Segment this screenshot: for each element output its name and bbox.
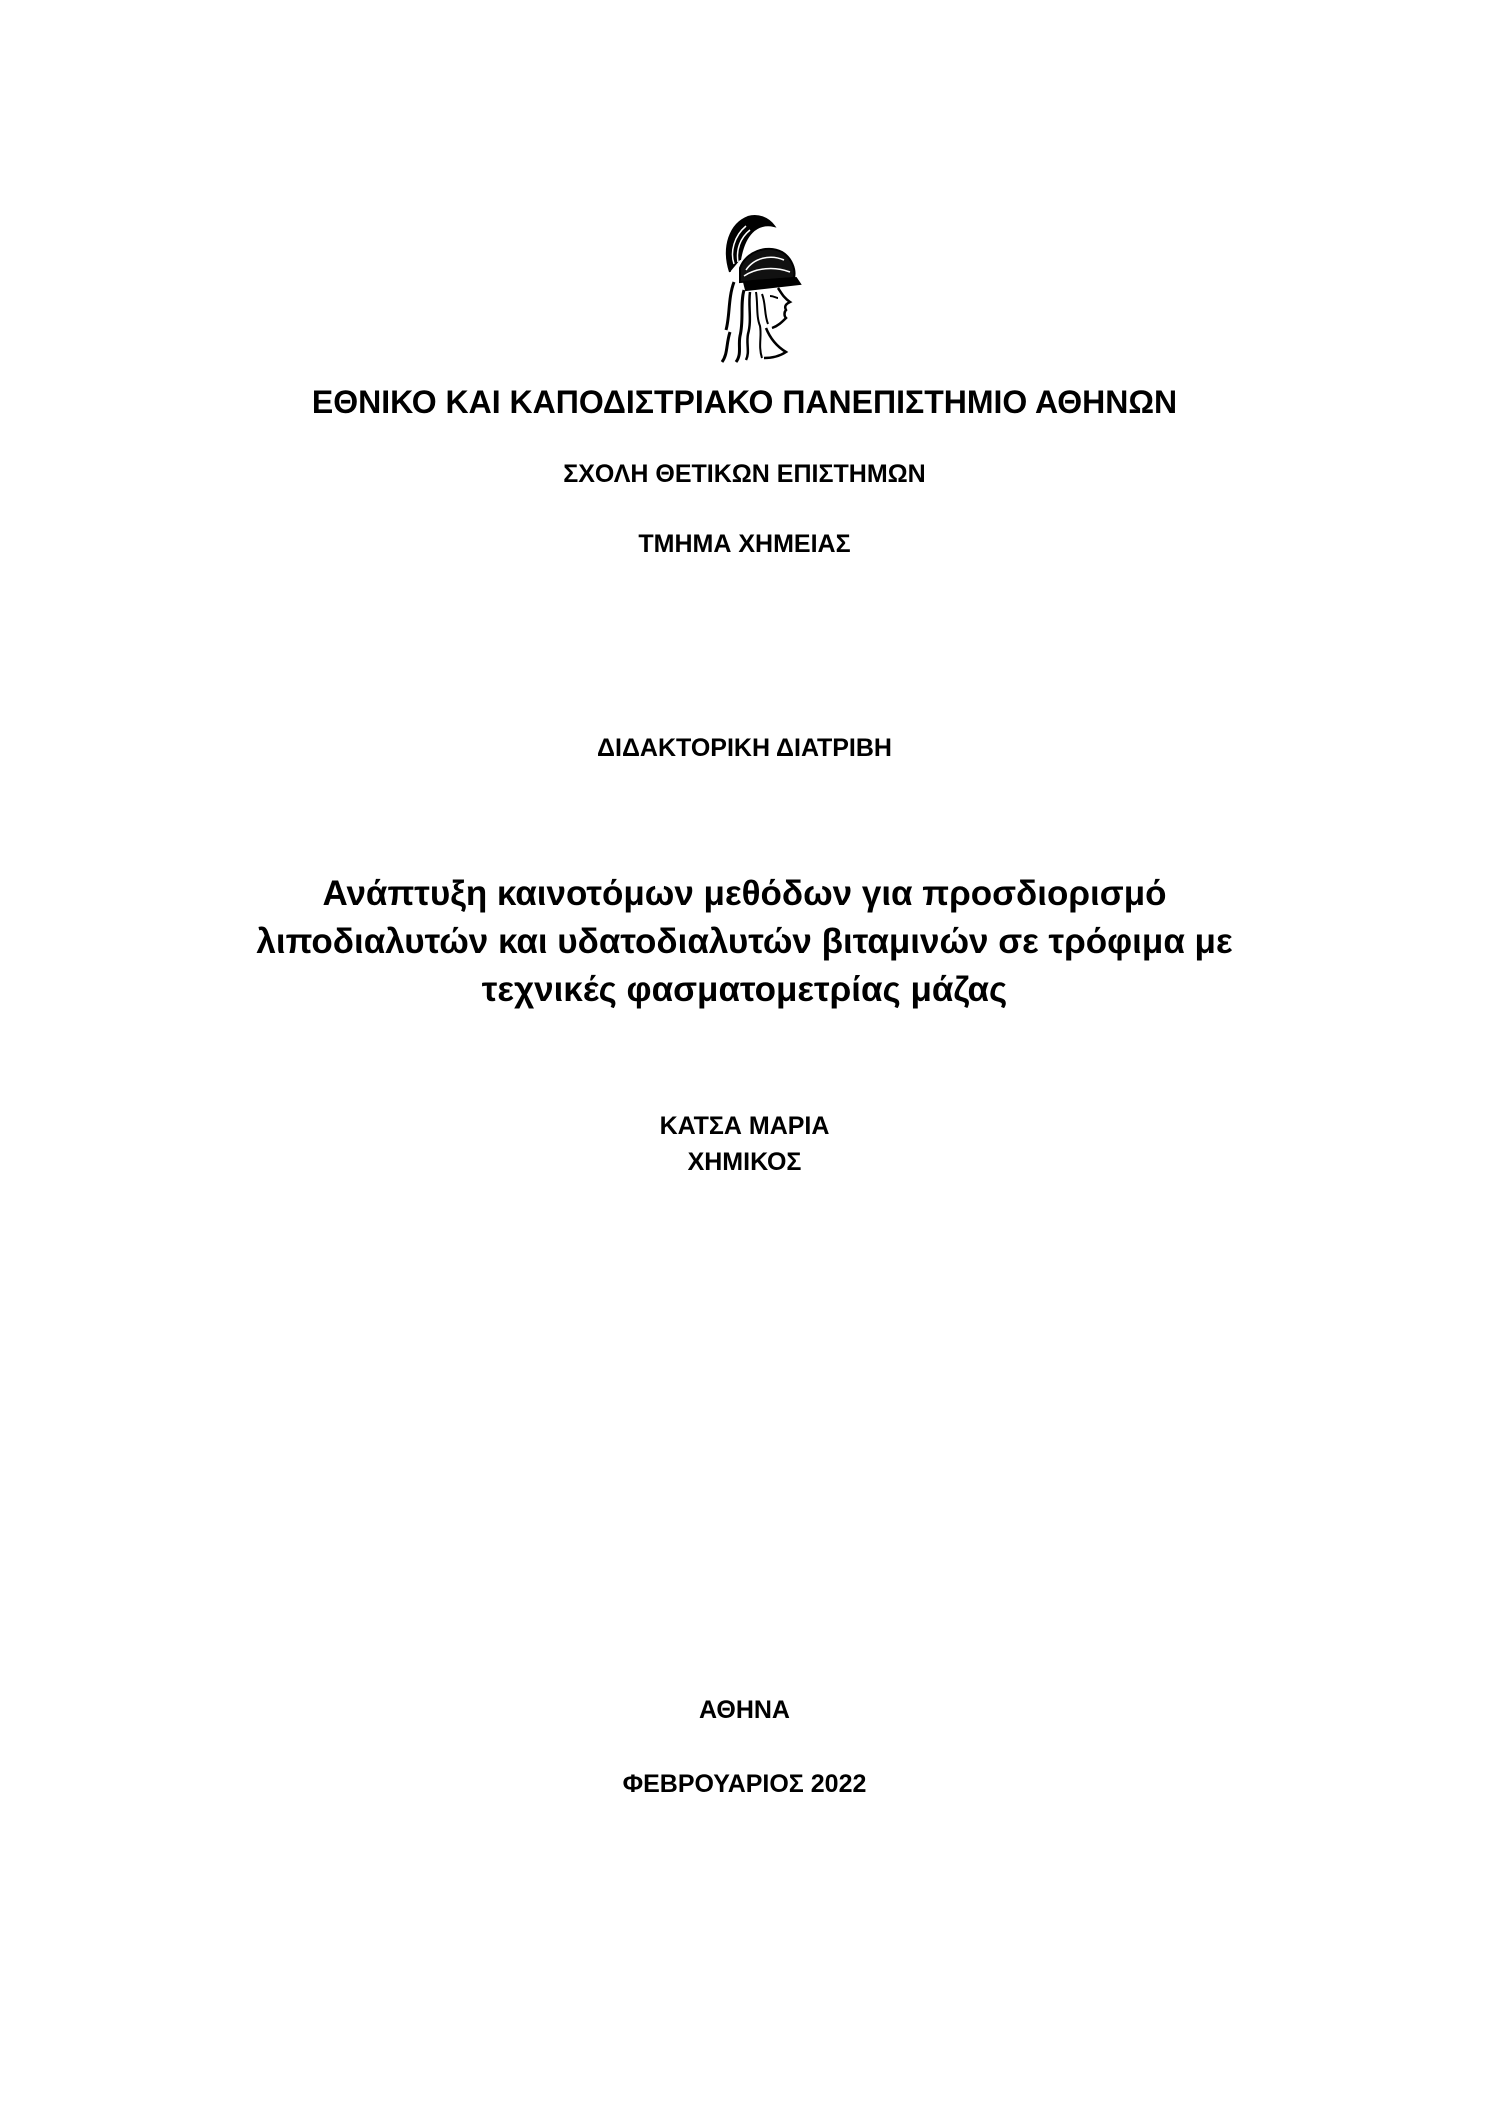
thesis-title-line: Ανάπτυξη καινοτόμων μεθόδων για προσδιορισμό xyxy=(322,874,1167,913)
thesis-title-line: τεχνικές φασματομετρίας μάζας xyxy=(481,970,1008,1009)
date: ΦΕΒΡΟΥΑΡΙΟΣ 2022 xyxy=(622,1770,867,1798)
city: ΑΘΗΝΑ xyxy=(699,1696,790,1724)
author-profession: ΧΗΜΙΚΟΣ xyxy=(687,1148,802,1176)
athena-helmet-emblem-icon xyxy=(700,212,810,364)
university-name: ΕΘΝΙΚΟ ΚΑΙ ΚΑΠΟΔΙΣΤΡΙΑΚΟ ΠΑΝΕΠΙΣΤΗΜΙΟ ΑΘΗΝΩΝ xyxy=(311,384,1178,420)
thesis-title xyxy=(0,870,1489,1014)
school-name: ΣΧΟΛΗ ΘΕΤΙΚΩΝ ΕΠΙΣΤΗΜΩΝ xyxy=(563,460,926,488)
thesis-title-line: λιποδιαλυτών και υδατοδιαλυτών βιταμινών σε τρόφιμα με xyxy=(256,922,1233,961)
department-name: ΤΜΗΜΑ ΧΗΜΕΙΑΣ xyxy=(638,530,851,558)
document-type: ΔΙΔΑΚΤΟΡΙΚΗ ΔΙΑΤΡΙΒΗ xyxy=(597,734,892,762)
author-name: ΚΑΤΣΑ ΜΑΡΙΑ xyxy=(659,1112,830,1140)
